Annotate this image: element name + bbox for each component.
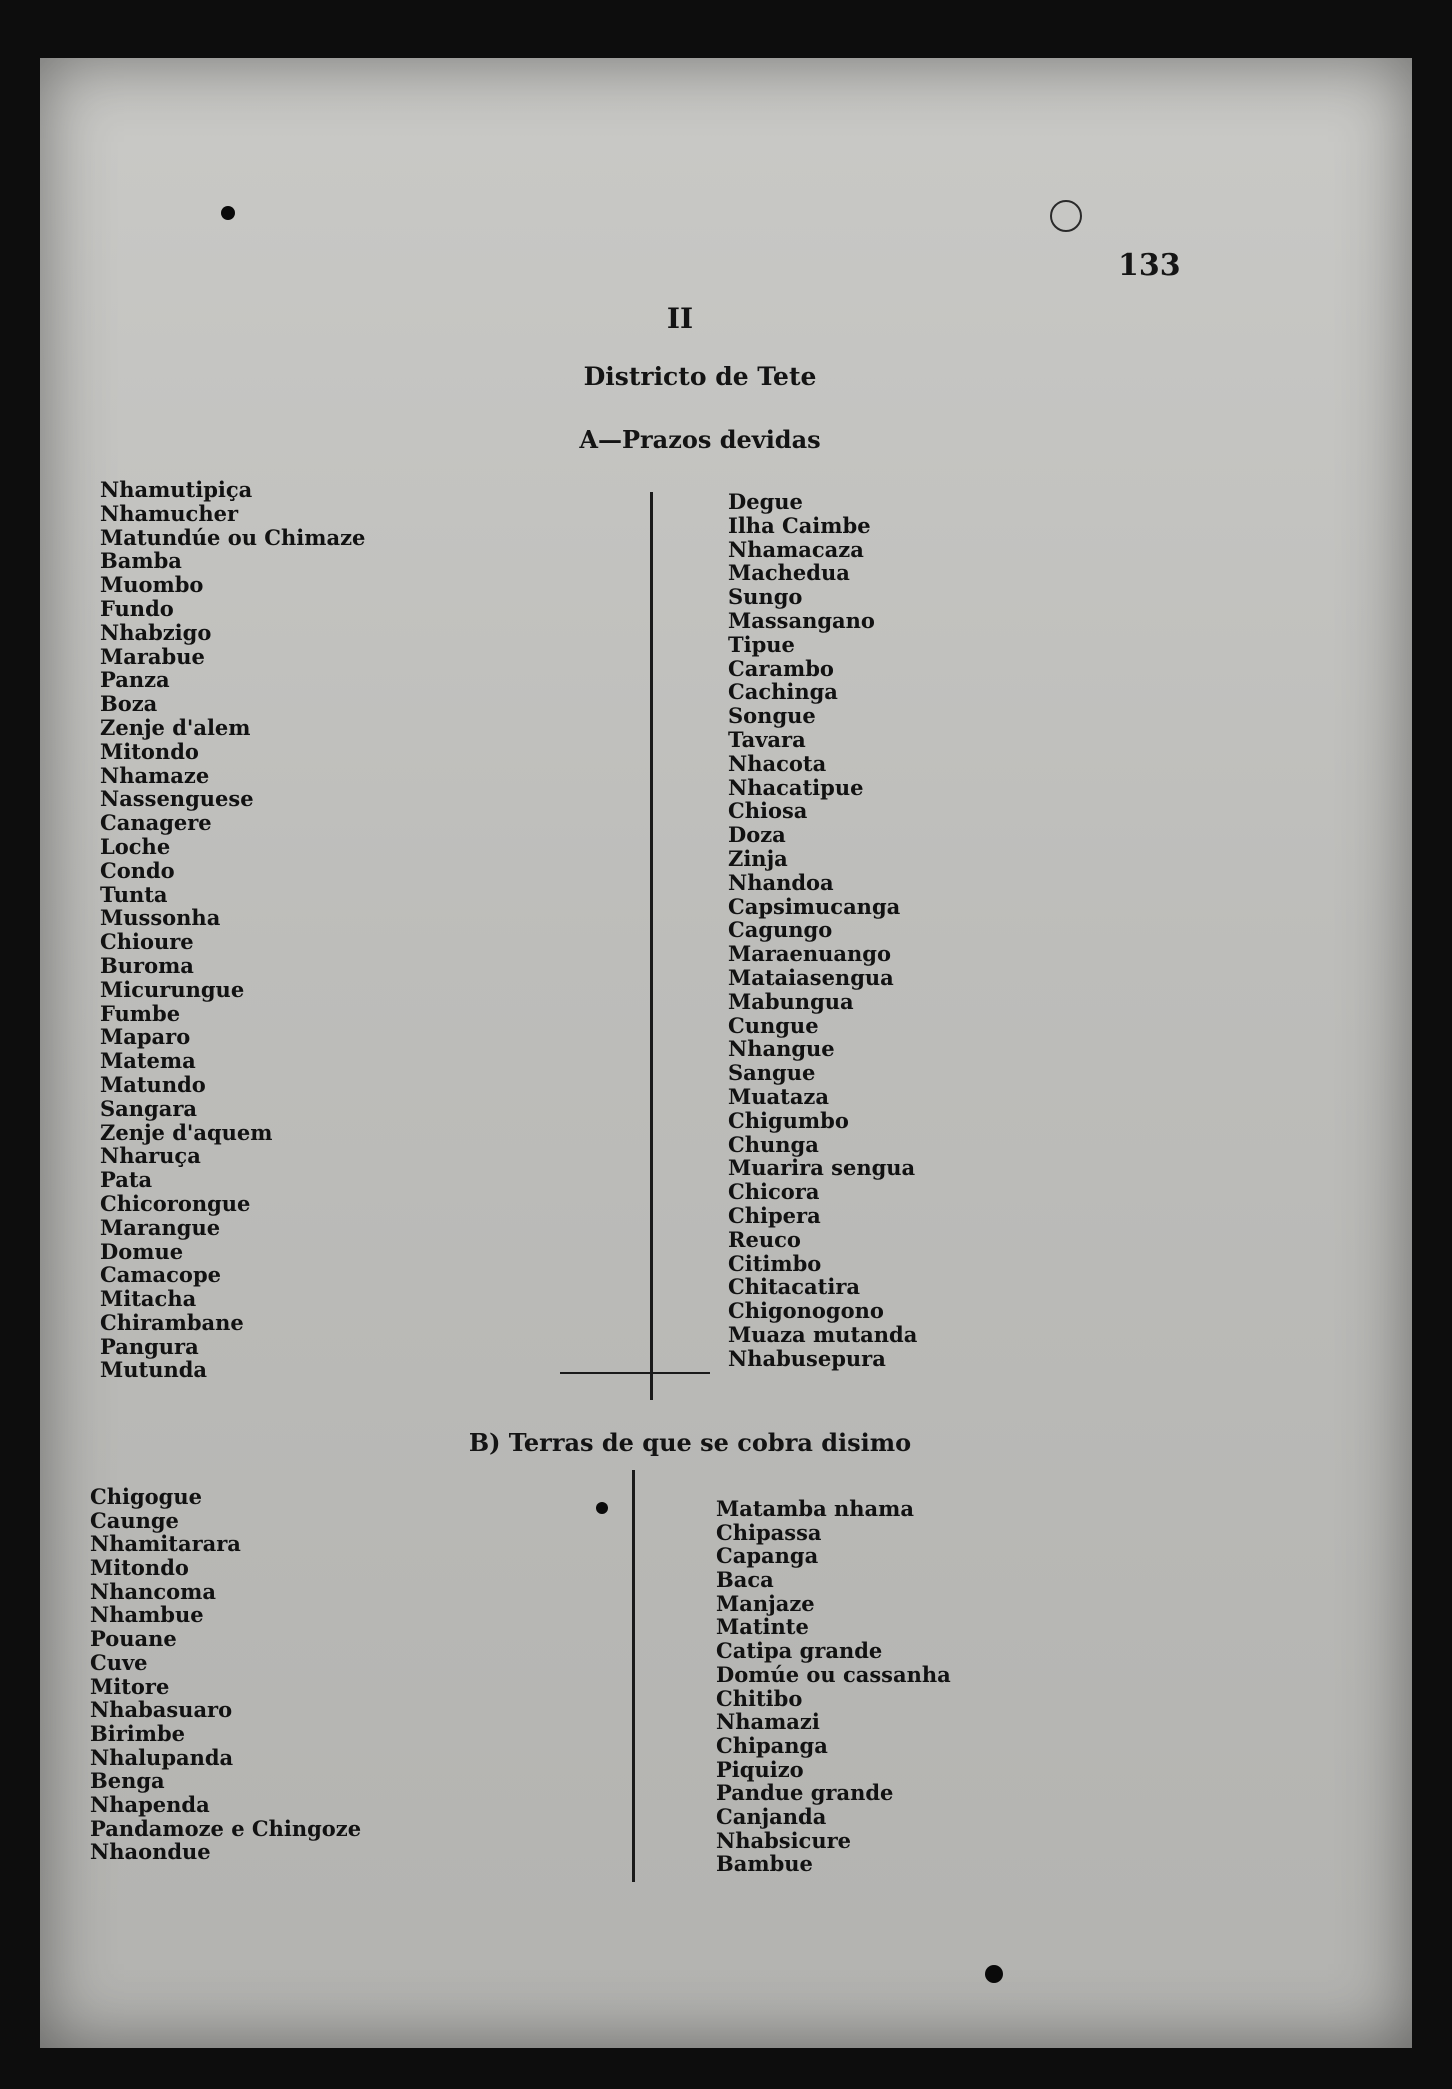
page-number: 133 xyxy=(1118,248,1181,283)
list-item: Nhandoa xyxy=(728,869,834,895)
section-b-title: B) Terras de que se cobra disimo xyxy=(468,1428,912,1457)
list-item: Nhamacaza xyxy=(728,536,864,562)
list-item: Chioure xyxy=(100,929,194,955)
ink-blot xyxy=(596,1502,608,1514)
list-item: Chitibo xyxy=(716,1685,803,1711)
list-item: Mataiasengua xyxy=(728,964,894,990)
list-item: Chiosa xyxy=(728,798,808,824)
list-item: Catipa grande xyxy=(716,1638,883,1664)
list-item: Nhalupanda xyxy=(90,1744,234,1770)
list-item: Nhamucher xyxy=(100,500,239,526)
list-item: Sungo xyxy=(728,584,803,610)
list-item: Marabue xyxy=(100,643,205,669)
list-item: Ilha Caimbe xyxy=(728,512,871,538)
list-item: Nhabzigo xyxy=(100,619,212,645)
list-item: Chicora xyxy=(728,1179,820,1205)
list-item: Nhaondue xyxy=(90,1839,211,1865)
list-item: Mussonha xyxy=(100,905,221,931)
section-b-right-column xyxy=(716,1497,951,1876)
list-item: Mitondo xyxy=(100,738,199,764)
list-item: Sangara xyxy=(100,1095,198,1121)
list-item: Muarira sengua xyxy=(728,1155,916,1181)
list-item: Nhabasuaro xyxy=(90,1697,233,1723)
list-item: Pata xyxy=(100,1167,153,1193)
list-item: Mitacha xyxy=(100,1286,197,1312)
list-item: Capsimucanga xyxy=(728,893,901,919)
list-item: Chitacatira xyxy=(728,1274,861,1300)
list-item: Chigonogono xyxy=(728,1298,884,1324)
list-item: Nharuça xyxy=(100,1143,201,1169)
list-item: Fundo xyxy=(100,595,174,621)
list-item: Citimbo xyxy=(728,1250,822,1276)
list-item: Tavara xyxy=(728,726,806,752)
list-item: Nhamutipiça xyxy=(100,477,253,502)
list-item: Zenje d'alem xyxy=(100,714,251,740)
list-item: Pandue grande xyxy=(716,1780,894,1806)
list-item: Muaza mutanda xyxy=(728,1321,918,1347)
list-item: Nhabsicure xyxy=(716,1827,852,1853)
list-item: Cungue xyxy=(728,1012,819,1038)
list-item: Domúe ou cassanha xyxy=(716,1661,951,1687)
list-item: Machedua xyxy=(728,560,850,586)
list-item: Bambue xyxy=(716,1851,813,1877)
list-item: Capanga xyxy=(716,1543,819,1569)
list-item: Mitondo xyxy=(90,1555,189,1581)
list-item: Degue xyxy=(728,489,803,514)
list-item: Canagere xyxy=(100,810,212,836)
list-item: Nhapenda xyxy=(90,1791,210,1817)
list-item: Matamba nhama xyxy=(716,1496,914,1521)
list-item: Songue xyxy=(728,703,816,729)
binding-hole xyxy=(985,1965,1003,1983)
list-item: Pandamoze e Chingoze xyxy=(90,1815,362,1841)
list-item: Carambo xyxy=(728,655,834,681)
list-item: Chunga xyxy=(728,1131,819,1157)
list-item: Chipassa xyxy=(716,1519,822,1545)
list-item: Chipanga xyxy=(716,1732,828,1758)
list-item: Mitore xyxy=(90,1673,170,1699)
list-item: Matundo xyxy=(100,1071,206,1097)
list-item: Sangue xyxy=(728,1060,816,1086)
list-item: Zenje d'aquem xyxy=(100,1119,273,1145)
list-item: Maraenuango xyxy=(728,941,891,967)
section-a-right-column xyxy=(728,490,917,1370)
list-item: Pouane xyxy=(90,1626,177,1652)
list-item: Loche xyxy=(100,833,171,859)
list-item: Massangano xyxy=(728,607,875,633)
list-item: Muataza xyxy=(728,1083,829,1109)
list-item: Tipue xyxy=(728,631,795,657)
list-item: Nassenguese xyxy=(100,786,254,812)
list-item: Cuve xyxy=(90,1649,148,1675)
list-item: Canjanda xyxy=(716,1803,827,1829)
list-item: Matundúe ou Chimaze xyxy=(100,524,366,550)
list-item: Nhancoma xyxy=(90,1578,216,1604)
list-item: Bamba xyxy=(100,548,182,574)
list-item: Nhacota xyxy=(728,750,827,776)
list-item: Cagungo xyxy=(728,917,833,943)
list-item: Piquizo xyxy=(716,1756,804,1782)
list-item: Zinja xyxy=(728,845,788,871)
list-item: Birimbe xyxy=(90,1720,186,1746)
section-b-left-column xyxy=(90,1485,361,1864)
list-item: Doza xyxy=(728,822,786,848)
list-item: Pangura xyxy=(100,1333,199,1359)
list-item: Caunge xyxy=(90,1507,179,1533)
list-item: Chigumbo xyxy=(728,1107,849,1133)
list-item: Baca xyxy=(716,1567,774,1593)
list-item: Fumbe xyxy=(100,1000,181,1026)
chapter-numeral: II xyxy=(666,302,694,335)
list-item: Cachinga xyxy=(728,679,838,705)
list-item: Matinte xyxy=(716,1614,809,1640)
list-item: Nhabusepura xyxy=(728,1345,886,1371)
column-divider xyxy=(650,492,653,1400)
stamp-mark xyxy=(1050,200,1082,232)
list-item: Chirambane xyxy=(100,1309,244,1335)
section-a-title: A—Prazos devidas xyxy=(579,425,821,454)
list-item: Chigogue xyxy=(90,1484,202,1509)
list-item: Nhamitarara xyxy=(90,1531,241,1557)
list-item: Muombo xyxy=(100,572,204,598)
list-item: Matema xyxy=(100,1048,196,1074)
list-item: Nhangue xyxy=(728,1036,835,1062)
list-item: Nhacatipue xyxy=(728,774,864,800)
list-item: Chipera xyxy=(728,1202,821,1228)
section-a-left-column xyxy=(100,478,365,1382)
list-item: Maparo xyxy=(100,1024,191,1050)
list-item: Boza xyxy=(100,691,158,717)
list-item: Mutunda xyxy=(100,1357,208,1383)
list-item: Nhamaze xyxy=(100,762,210,788)
list-item: Nhambue xyxy=(90,1602,204,1628)
list-item: Manjaze xyxy=(716,1590,815,1616)
list-item: Buroma xyxy=(100,952,194,978)
section-rule xyxy=(560,1372,710,1374)
list-item: Chicorongue xyxy=(100,1190,251,1216)
binding-hole xyxy=(221,206,235,220)
list-item: Mabungua xyxy=(728,988,854,1014)
list-item: Marangue xyxy=(100,1214,221,1240)
list-item: Domue xyxy=(100,1238,184,1264)
district-title: Districto de Tete xyxy=(583,362,817,391)
list-item: Reuco xyxy=(728,1226,801,1252)
column-divider xyxy=(632,1470,635,1882)
list-item: Benga xyxy=(90,1768,165,1794)
list-item: Nhamazi xyxy=(716,1709,820,1735)
list-item: Panza xyxy=(100,667,170,693)
list-item: Micurungue xyxy=(100,976,245,1002)
list-item: Condo xyxy=(100,857,175,883)
list-item: Camacope xyxy=(100,1262,221,1288)
list-item: Tunta xyxy=(100,881,168,907)
